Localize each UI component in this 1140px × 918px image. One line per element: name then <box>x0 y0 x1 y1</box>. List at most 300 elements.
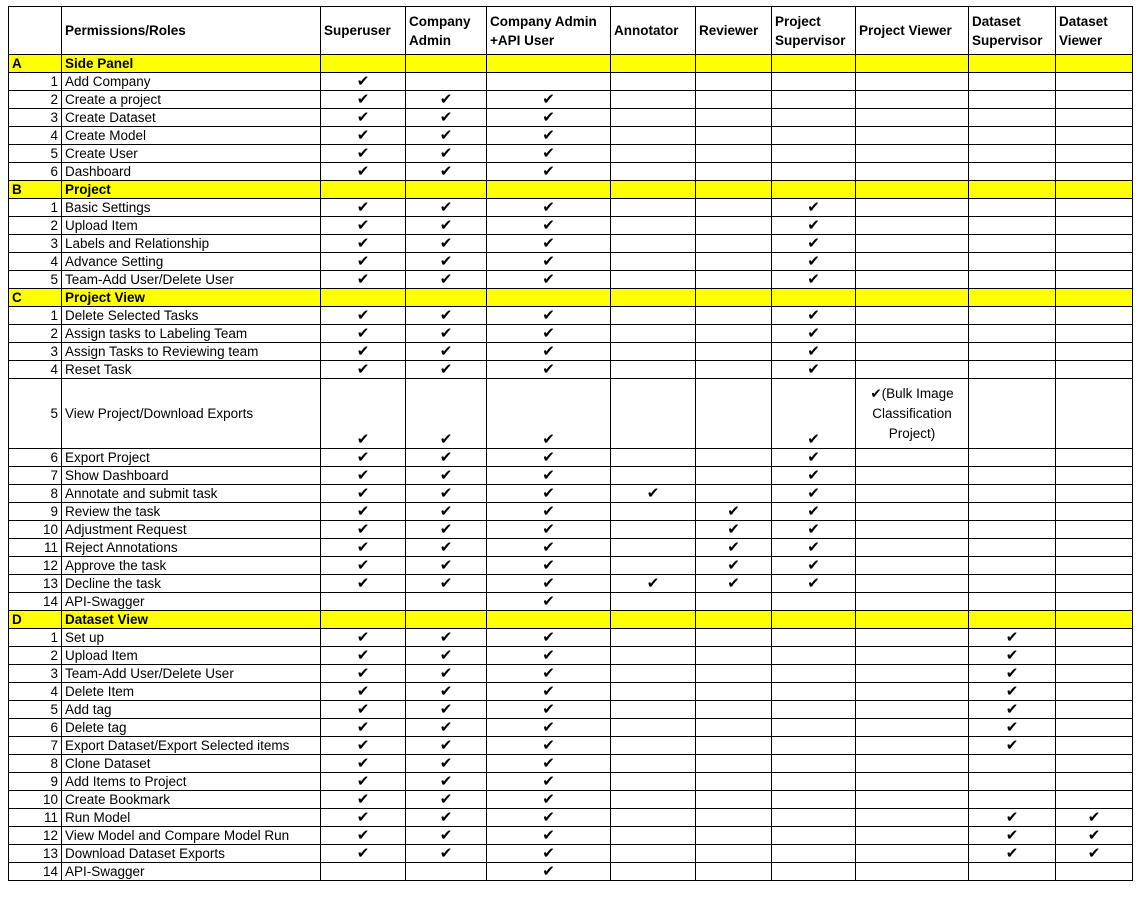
checkmark-icon: ✔ <box>487 593 611 611</box>
empty-cell <box>696 361 772 379</box>
section-empty-cell <box>1056 55 1133 73</box>
checkmark-icon: ✔ <box>772 271 856 289</box>
empty-cell <box>611 467 696 485</box>
empty-cell <box>772 683 856 701</box>
row-number: 3 <box>9 665 62 683</box>
table-row <box>9 199 1133 217</box>
checkmark-icon: ✔ <box>772 379 856 449</box>
empty-cell <box>1056 307 1133 325</box>
checkmark-icon: ✔ <box>321 127 406 145</box>
checkmark-icon: ✔ <box>696 557 772 575</box>
empty-cell <box>856 109 969 127</box>
empty-cell <box>856 737 969 755</box>
row-number: 7 <box>9 737 62 755</box>
empty-cell <box>611 593 696 611</box>
section-empty-cell <box>772 181 856 199</box>
empty-cell <box>696 773 772 791</box>
empty-cell <box>611 701 696 719</box>
permission-name: Create Bookmark <box>62 791 321 809</box>
checkmark-icon: ✔ <box>772 449 856 467</box>
permission-name: Reject Annotations <box>62 539 321 557</box>
section-empty-cell <box>611 289 696 307</box>
row-number: 6 <box>9 163 62 181</box>
empty-cell <box>696 199 772 217</box>
column-header: Project Viewer <box>856 7 969 55</box>
empty-cell <box>772 845 856 863</box>
checkmark-icon: ✔ <box>772 199 856 217</box>
section-empty-cell <box>487 55 611 73</box>
section-empty-cell <box>406 289 487 307</box>
checkmark-icon: ✔ <box>487 253 611 271</box>
checkmark-icon: ✔ <box>321 629 406 647</box>
checkmark-icon: ✔ <box>487 791 611 809</box>
checkmark-icon: ✔ <box>772 485 856 503</box>
empty-cell <box>856 467 969 485</box>
section-empty-cell <box>487 611 611 629</box>
table-row <box>9 343 1133 361</box>
empty-cell <box>856 271 969 289</box>
checkmark-icon: ✔ <box>487 665 611 683</box>
empty-cell <box>1056 127 1133 145</box>
empty-cell <box>856 253 969 271</box>
column-header: Project Supervisor <box>772 7 856 55</box>
empty-cell <box>696 91 772 109</box>
empty-cell <box>856 235 969 253</box>
empty-cell <box>1056 737 1133 755</box>
section-empty-cell <box>696 55 772 73</box>
column-header: Reviewer <box>696 7 772 55</box>
checkmark-icon: ✔ <box>321 449 406 467</box>
empty-cell <box>856 593 969 611</box>
checkmark-icon: ✔ <box>321 109 406 127</box>
empty-cell <box>696 163 772 181</box>
table-row <box>9 665 1133 683</box>
checkmark-icon: ✔ <box>772 325 856 343</box>
row-number: 12 <box>9 557 62 575</box>
row-number: 1 <box>9 199 62 217</box>
checkmark-icon: ✔ <box>406 449 487 467</box>
empty-cell <box>969 379 1056 449</box>
checkmark-icon: ✔ <box>406 737 487 755</box>
empty-cell <box>1056 73 1133 91</box>
checkmark-icon: ✔ <box>487 467 611 485</box>
table-row <box>9 863 1133 881</box>
empty-cell <box>611 199 696 217</box>
permission-name: View Project/Download Exports <box>62 379 321 449</box>
empty-cell <box>856 863 969 881</box>
checkmark-icon: ✔ <box>321 271 406 289</box>
empty-cell <box>406 73 487 91</box>
table-row <box>9 593 1133 611</box>
empty-cell <box>1056 109 1133 127</box>
column-header: Permissions/Roles <box>62 7 321 55</box>
checkmark-icon: ✔ <box>406 199 487 217</box>
checkmark-icon: ✔ <box>772 467 856 485</box>
permission-name: Reset Task <box>62 361 321 379</box>
permission-name: Assign tasks to Labeling Team <box>62 325 321 343</box>
section-empty-cell <box>772 289 856 307</box>
empty-cell <box>611 647 696 665</box>
checkmark-icon: ✔ <box>406 271 487 289</box>
section-empty-cell <box>321 289 406 307</box>
checkmark-icon: ✔ <box>321 701 406 719</box>
permission-name: Labels and Relationship <box>62 235 321 253</box>
table-row <box>9 809 1133 827</box>
empty-cell <box>696 145 772 163</box>
permission-name: Approve the task <box>62 557 321 575</box>
empty-cell <box>1056 539 1133 557</box>
checkmark-icon: ✔ <box>487 683 611 701</box>
section-empty-cell <box>487 289 611 307</box>
empty-cell <box>772 701 856 719</box>
empty-cell <box>969 235 1056 253</box>
checkmark-icon: ✔ <box>321 325 406 343</box>
checkmark-icon: ✔ <box>487 755 611 773</box>
empty-cell <box>856 325 969 343</box>
section-header-row <box>9 289 1133 307</box>
empty-cell <box>611 809 696 827</box>
checkmark-icon: ✔ <box>487 485 611 503</box>
row-number: 5 <box>9 145 62 163</box>
empty-cell <box>772 737 856 755</box>
empty-cell <box>1056 163 1133 181</box>
empty-cell <box>1056 235 1133 253</box>
checkmark-icon: ✔ <box>321 503 406 521</box>
checkmark-icon: ✔ <box>321 845 406 863</box>
empty-cell <box>611 755 696 773</box>
empty-cell <box>969 467 1056 485</box>
section-title: Project <box>62 181 321 199</box>
checkmark-icon: ✔ <box>406 845 487 863</box>
checkmark-icon: ✔ <box>487 199 611 217</box>
row-number: 2 <box>9 91 62 109</box>
empty-cell <box>611 361 696 379</box>
empty-cell <box>856 575 969 593</box>
checkmark-icon: ✔ <box>772 361 856 379</box>
empty-cell <box>856 199 969 217</box>
table-row <box>9 271 1133 289</box>
empty-cell <box>856 719 969 737</box>
row-number: 1 <box>9 629 62 647</box>
empty-cell <box>969 253 1056 271</box>
empty-cell <box>969 217 1056 235</box>
checkmark-icon: ✔ <box>406 773 487 791</box>
checkmark-icon: ✔ <box>406 307 487 325</box>
empty-cell <box>856 629 969 647</box>
checkmark-icon: ✔ <box>772 503 856 521</box>
table-row <box>9 109 1133 127</box>
empty-cell <box>969 271 1056 289</box>
empty-cell <box>696 863 772 881</box>
checkmark-icon: ✔ <box>487 379 611 449</box>
empty-cell <box>856 91 969 109</box>
empty-cell <box>1056 593 1133 611</box>
checkmark-icon: ✔ <box>487 845 611 863</box>
table-row <box>9 539 1133 557</box>
row-number: 3 <box>9 343 62 361</box>
section-title: Project View <box>62 289 321 307</box>
row-number: 9 <box>9 773 62 791</box>
table-row <box>9 755 1133 773</box>
empty-cell <box>696 109 772 127</box>
empty-cell <box>856 809 969 827</box>
row-number: 14 <box>9 863 62 881</box>
permission-name: Assign Tasks to Reviewing team <box>62 343 321 361</box>
section-empty-cell <box>487 181 611 199</box>
empty-cell <box>1056 629 1133 647</box>
empty-cell <box>406 593 487 611</box>
checkmark-icon: ✔ <box>969 683 1056 701</box>
row-number: 3 <box>9 235 62 253</box>
checkmark-icon: ✔ <box>969 629 1056 647</box>
permission-name: Create Dataset <box>62 109 321 127</box>
checkmark-icon: ✔ <box>969 701 1056 719</box>
permission-name: Add Company <box>62 73 321 91</box>
table-row <box>9 647 1133 665</box>
empty-cell <box>1056 217 1133 235</box>
section-empty-cell <box>611 55 696 73</box>
checkmark-icon: ✔ <box>487 91 611 109</box>
checkmark-icon: ✔ <box>406 827 487 845</box>
column-header: Dataset Supervisor <box>969 7 1056 55</box>
checkmark-icon: ✔ <box>487 575 611 593</box>
empty-cell <box>611 145 696 163</box>
empty-cell <box>969 539 1056 557</box>
checkmark-icon: ✔ <box>772 521 856 539</box>
checkmark-icon: ✔ <box>321 91 406 109</box>
checkmark-icon: ✔ <box>1056 809 1133 827</box>
permission-note: ✔(Bulk Image Classification Project) <box>856 379 969 449</box>
empty-cell <box>696 485 772 503</box>
empty-cell <box>611 325 696 343</box>
empty-cell <box>321 863 406 881</box>
row-number: 2 <box>9 647 62 665</box>
checkmark-icon: ✔ <box>321 773 406 791</box>
table-row <box>9 307 1133 325</box>
row-number: 2 <box>9 217 62 235</box>
table-row <box>9 791 1133 809</box>
empty-cell <box>1056 719 1133 737</box>
table-row <box>9 485 1133 503</box>
checkmark-icon: ✔ <box>487 863 611 881</box>
empty-cell <box>1056 755 1133 773</box>
row-number: 6 <box>9 449 62 467</box>
empty-cell <box>611 109 696 127</box>
section-header-row <box>9 181 1133 199</box>
checkmark-icon: ✔ <box>1056 845 1133 863</box>
checkmark-icon: ✔ <box>969 809 1056 827</box>
empty-cell <box>696 827 772 845</box>
checkmark-icon: ✔ <box>321 467 406 485</box>
checkmark-icon: ✔ <box>772 575 856 593</box>
permission-name: Team-Add User/Delete User <box>62 665 321 683</box>
empty-cell <box>1056 145 1133 163</box>
checkmark-icon: ✔ <box>487 539 611 557</box>
empty-cell <box>772 719 856 737</box>
section-id: B <box>9 181 62 199</box>
empty-cell <box>969 325 1056 343</box>
empty-cell <box>611 863 696 881</box>
checkmark-icon: ✔ <box>696 503 772 521</box>
checkmark-icon: ✔ <box>321 809 406 827</box>
empty-cell <box>611 449 696 467</box>
checkmark-icon: ✔ <box>406 109 487 127</box>
empty-cell <box>611 217 696 235</box>
checkmark-icon: ✔ <box>969 665 1056 683</box>
empty-cell <box>1056 343 1133 361</box>
table-row <box>9 253 1133 271</box>
empty-cell <box>1056 467 1133 485</box>
empty-cell <box>772 163 856 181</box>
section-empty-cell <box>772 611 856 629</box>
empty-cell <box>696 467 772 485</box>
checkmark-icon: ✔ <box>1056 827 1133 845</box>
empty-cell <box>969 557 1056 575</box>
column-header <box>9 7 62 55</box>
checkmark-icon: ✔ <box>772 557 856 575</box>
empty-cell <box>611 773 696 791</box>
row-number: 11 <box>9 539 62 557</box>
permission-name: Add Items to Project <box>62 773 321 791</box>
empty-cell <box>1056 503 1133 521</box>
checkmark-icon: ✔ <box>406 343 487 361</box>
section-empty-cell <box>856 289 969 307</box>
empty-cell <box>772 665 856 683</box>
checkmark-icon: ✔ <box>321 253 406 271</box>
checkmark-icon: ✔ <box>406 683 487 701</box>
row-number: 6 <box>9 719 62 737</box>
checkmark-icon: ✔ <box>487 521 611 539</box>
table-row <box>9 719 1133 737</box>
section-id: C <box>9 289 62 307</box>
empty-cell <box>856 343 969 361</box>
checkmark-icon: ✔ <box>321 575 406 593</box>
empty-cell <box>969 755 1056 773</box>
table-row <box>9 773 1133 791</box>
section-empty-cell <box>321 55 406 73</box>
empty-cell <box>1056 683 1133 701</box>
checkmark-icon: ✔ <box>321 235 406 253</box>
checkmark-icon: ✔ <box>321 539 406 557</box>
checkmark-icon: ✔ <box>406 145 487 163</box>
checkmark-icon: ✔ <box>406 719 487 737</box>
empty-cell <box>772 863 856 881</box>
permission-name: Annotate and submit task <box>62 485 321 503</box>
table-row <box>9 467 1133 485</box>
table-row <box>9 575 1133 593</box>
empty-cell <box>856 73 969 91</box>
row-number: 11 <box>9 809 62 827</box>
permission-name: Add tag <box>62 701 321 719</box>
empty-cell <box>696 217 772 235</box>
empty-cell <box>696 683 772 701</box>
checkmark-icon: ✔ <box>321 145 406 163</box>
empty-cell <box>696 845 772 863</box>
checkmark-icon: ✔ <box>406 361 487 379</box>
permission-name: Review the task <box>62 503 321 521</box>
checkmark-icon: ✔ <box>487 343 611 361</box>
row-number: 2 <box>9 325 62 343</box>
row-number: 4 <box>9 361 62 379</box>
section-empty-cell <box>969 289 1056 307</box>
permission-name: Clone Dataset <box>62 755 321 773</box>
section-empty-cell <box>696 289 772 307</box>
checkmark-icon: ✔ <box>321 217 406 235</box>
empty-cell <box>856 307 969 325</box>
empty-cell <box>772 809 856 827</box>
checkmark-icon: ✔ <box>406 629 487 647</box>
checkmark-icon: ✔ <box>969 719 1056 737</box>
checkmark-icon: ✔ <box>487 449 611 467</box>
table-row <box>9 163 1133 181</box>
checkmark-icon: ✔ <box>487 719 611 737</box>
permission-name: Set up <box>62 629 321 647</box>
table-row <box>9 235 1133 253</box>
section-empty-cell <box>772 55 856 73</box>
checkmark-icon: ✔ <box>969 737 1056 755</box>
section-empty-cell <box>1056 289 1133 307</box>
table-row <box>9 217 1133 235</box>
empty-cell <box>611 307 696 325</box>
row-number: 5 <box>9 701 62 719</box>
table-row <box>9 683 1133 701</box>
empty-cell <box>1056 665 1133 683</box>
empty-cell <box>696 343 772 361</box>
empty-cell <box>856 845 969 863</box>
empty-cell <box>969 109 1056 127</box>
empty-cell <box>1056 199 1133 217</box>
table-row <box>9 845 1133 863</box>
empty-cell <box>1056 271 1133 289</box>
column-header: Superuser <box>321 7 406 55</box>
checkmark-icon: ✔ <box>406 755 487 773</box>
checkmark-icon: ✔ <box>487 827 611 845</box>
empty-cell <box>1056 449 1133 467</box>
checkmark-icon: ✔ <box>406 467 487 485</box>
section-empty-cell <box>611 611 696 629</box>
checkmark-icon: ✔ <box>487 217 611 235</box>
permission-name: Delete Item <box>62 683 321 701</box>
row-number: 10 <box>9 521 62 539</box>
empty-cell <box>696 647 772 665</box>
checkmark-icon: ✔ <box>772 307 856 325</box>
empty-cell <box>969 521 1056 539</box>
section-empty-cell <box>406 181 487 199</box>
empty-cell <box>772 593 856 611</box>
empty-cell <box>611 503 696 521</box>
table-row <box>9 701 1133 719</box>
table-row <box>9 521 1133 539</box>
empty-cell <box>611 127 696 145</box>
checkmark-icon: ✔ <box>611 575 696 593</box>
permission-name: Create User <box>62 145 321 163</box>
checkmark-icon: ✔ <box>772 235 856 253</box>
empty-cell <box>969 199 1056 217</box>
empty-cell <box>1056 325 1133 343</box>
empty-cell <box>969 361 1056 379</box>
section-empty-cell <box>696 611 772 629</box>
permission-name: Advance Setting <box>62 253 321 271</box>
checkmark-icon: ✔ <box>406 379 487 449</box>
permission-name: Team-Add User/Delete User <box>62 271 321 289</box>
section-empty-cell <box>856 181 969 199</box>
permission-name: Export Dataset/Export Selected items <box>62 737 321 755</box>
section-empty-cell <box>969 55 1056 73</box>
permission-name: View Model and Compare Model Run <box>62 827 321 845</box>
permission-name: API-Swagger <box>62 863 321 881</box>
checkmark-icon: ✔ <box>487 629 611 647</box>
checkmark-icon: ✔ <box>772 539 856 557</box>
